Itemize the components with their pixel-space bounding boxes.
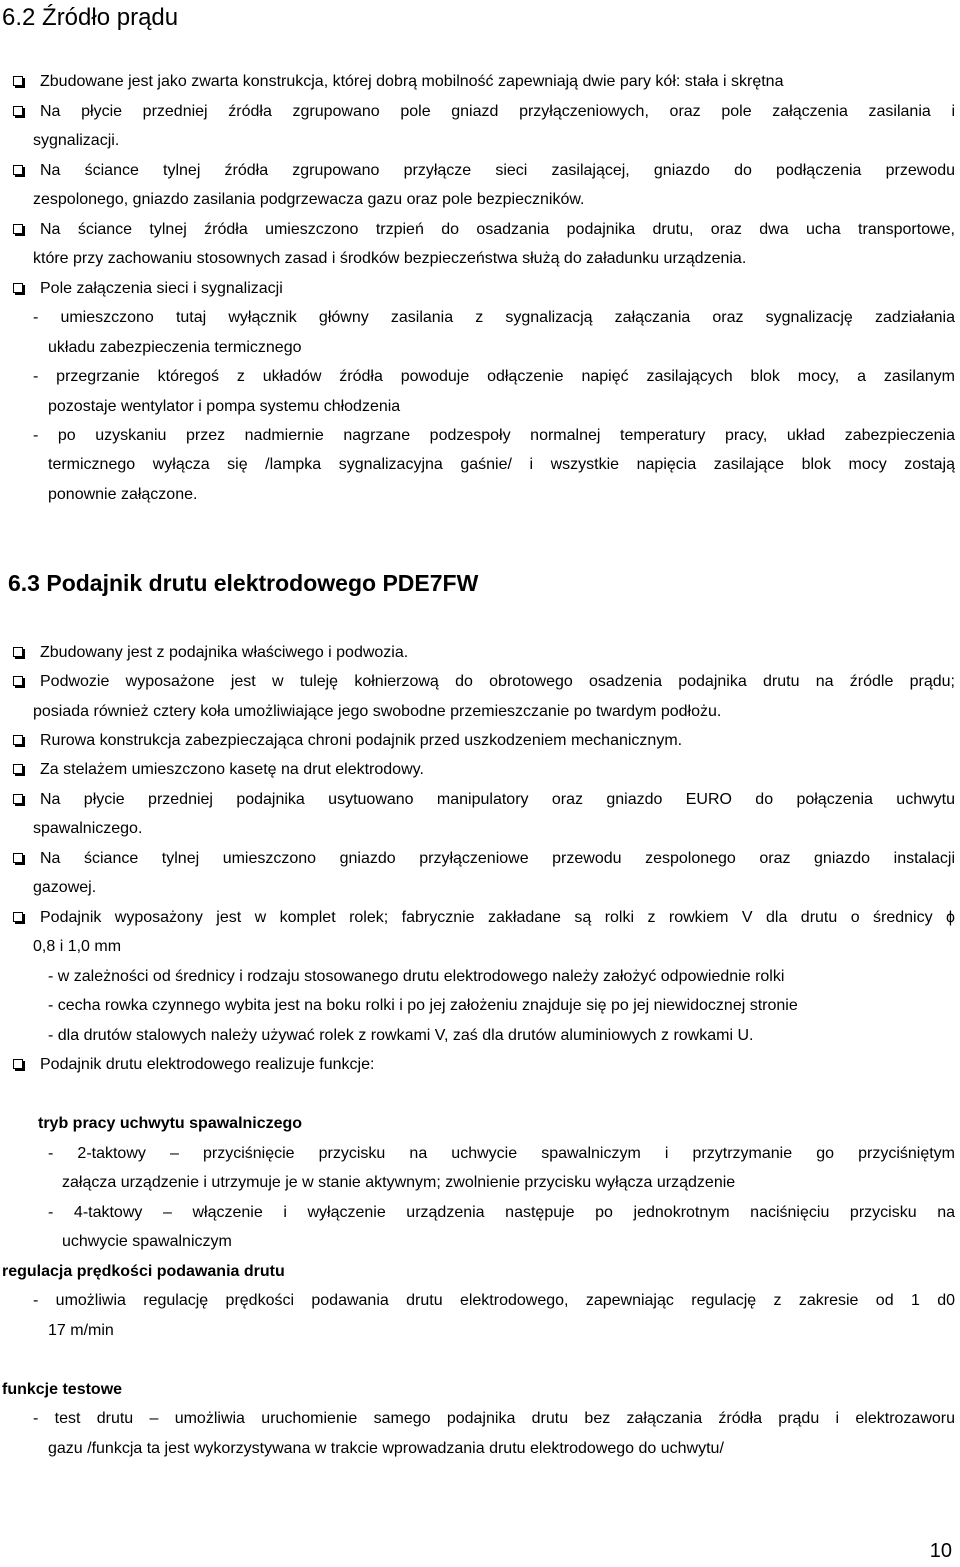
text-line: gazu /funkcja ta jest wykorzystywana w trakcie wprowadzania drutu elektrodowego do uchwytu/ [48,1440,724,1457]
text-line: - po uzyskaniu przez nadmiernie nagrzane podzespoły normalnej temperatury pracy, układ zabezpieczenia [33,427,955,444]
subheading-funkcje-testowe: funkcje testowe [2,1381,123,1398]
text-line: układu zabezpieczenia termicznego [48,339,302,356]
text-line: pozostaje wentylator i pompa systemu chłodzenia [48,398,401,415]
text-line: - w zależności od średnicy i rodzaju stosowanego drutu elektrodowego należy założyć odpowiednie rolki [48,968,785,985]
text-line: sygnalizacji. [33,132,120,149]
text-line: - umieszczono tutaj wyłącznik główny zasilania z sygnalizacją załączania oraz sygnalizację zadziałania [33,309,955,326]
section-heading-6-2: 6.2 Źródło prądu [2,4,179,31]
section-heading-6-3: 6.3 Podajnik drutu elektrodowego PDE7FW [8,570,479,596]
text-line: - dla drutów stalowych należy używać rolek z rowkami V, zaś dla drutów aluminiowych z rowkami U. [48,1027,754,1044]
subheading-tryb: tryb pracy uchwytu spawalniczego [38,1115,303,1132]
text-line: Na płycie przedniej źródła zgrupowano pole gniazd przyłączeniowych, oraz pole załączenia zasilania i [40,103,955,120]
text-line: Na płycie przedniej podajnika usytuowano manipulatory oraz gniazdo EURO do połączenia uchwytu [40,791,955,808]
checkbox-bullet-icon [13,764,23,774]
text-line: gazowej. [33,879,97,896]
text-line: spawalniczego. [33,820,143,837]
text-line: - 4-taktowy – włączenie i wyłączenie urządzenia następuje po jednokrotnym naciśnięciu przycisku na [48,1204,955,1221]
text-line: Na ściance tylnej źródła zgrupowano przyłącze sieci zasilającej, gniazdo do podłączenia przewodu [40,162,955,179]
text-line: Podajnik drutu elektrodowego realizuje funkcje: [40,1056,375,1073]
checkbox-bullet-icon [13,912,23,922]
text-line: uchwycie spawalniczym [62,1233,232,1250]
text-line: Zbudowane jest jako zwarta konstrukcja, której dobrą mobilność zapewniają dwie pary kół: stała i skrętna [40,73,784,90]
subheading-regulacja: regulacja prędkości podawania drutu [2,1263,285,1280]
checkbox-bullet-icon [13,76,23,86]
page-number: 10 [929,1540,952,1562]
text-line: które przy zachowaniu stosownych zasad i środków bezpieczeństwa służą do załadunku urządzenia. [33,250,747,267]
text-line: - przegrzanie któregoś z układów źródła powoduje odłączenie napięć zasilających blok mocy, a zasilanym [33,368,955,385]
text-line: Za stelażem umieszczono kasetę na drut elektrodowy. [40,761,424,778]
checkbox-bullet-icon [13,106,23,116]
text-line: termicznego wyłącza się /lampka sygnalizacyjna gaśnie/ i wszystkie napięcia zasilające blok mocy zostają [48,456,955,473]
checkbox-bullet-icon [13,735,23,745]
checkbox-bullet-icon [13,165,23,175]
text-line: - umożliwia regulację prędkości podawania drutu elektrodowego, zapewniając regulację z zakresie od 1 d0 [33,1292,955,1309]
checkbox-bullet-icon [13,1059,23,1069]
text-line: Rurowa konstrukcja zabezpieczająca chroni podajnik przed uszkodzeniem mechanicznym. [40,732,683,749]
text-line: 17 m/min [48,1322,114,1339]
text-line: Zbudowany jest z podajnika właściwego i podwozia. [40,644,409,661]
text-line: posiada również cztery koła umożliwiające jego swobodne przemieszczanie po twardym podłożu. [33,703,722,720]
checkbox-bullet-icon [13,794,23,804]
checkbox-bullet-icon [13,647,23,657]
text-line: - test drutu – umożliwia uruchomienie samego podajnika drutu bez załączania źródła prądu i elektrozaworu [33,1410,955,1427]
checkbox-bullet-icon [13,853,23,863]
text-line: Pole załączenia sieci i sygnalizacji [40,280,283,297]
text-line: załącza urządzenie i utrzymuje je w stanie aktywnym; zwolnienie przycisku wyłącza urządzenie [62,1174,736,1191]
text-line: - 2-taktowy – przyciśnięcie przycisku na uchwycie spawalniczym i przytrzymanie go przyciśniętym [48,1145,955,1162]
checkbox-bullet-icon [13,224,23,234]
text-line: Podwozie wyposażone jest w tuleję kołnierzową do obrotowego osadzenia podajnika drutu na źródle prądu; [40,673,955,690]
checkbox-bullet-icon [13,676,23,686]
text-line: Na ściance tylnej umieszczono gniazdo przyłączeniowe przewodu zespolonego oraz gniazdo instalacji [40,850,955,867]
text-line: zespolonego, gniazdo zasilania podgrzewacza gazu oraz pole bezpieczników. [33,191,585,208]
text-line: - cecha rowka czynnego wybita jest na boku rolki i po jej założeniu znajduje się po jej niewidocznej stronie [48,997,798,1014]
text-line: ponownie załączone. [48,486,198,503]
text-line: 0,8 i 1,0 mm [33,938,122,955]
checkbox-bullet-icon [13,283,23,293]
text-line: Podajnik wyposażony jest w komplet rolek; fabrycznie zakładane są rolki z rowkiem V dla drutu o średnicy ϕ [40,909,955,926]
text-line: Na ściance tylnej źródła umieszczono trzpień do osadzania podajnika drutu, oraz dwa ucha transportowe, [40,221,955,238]
